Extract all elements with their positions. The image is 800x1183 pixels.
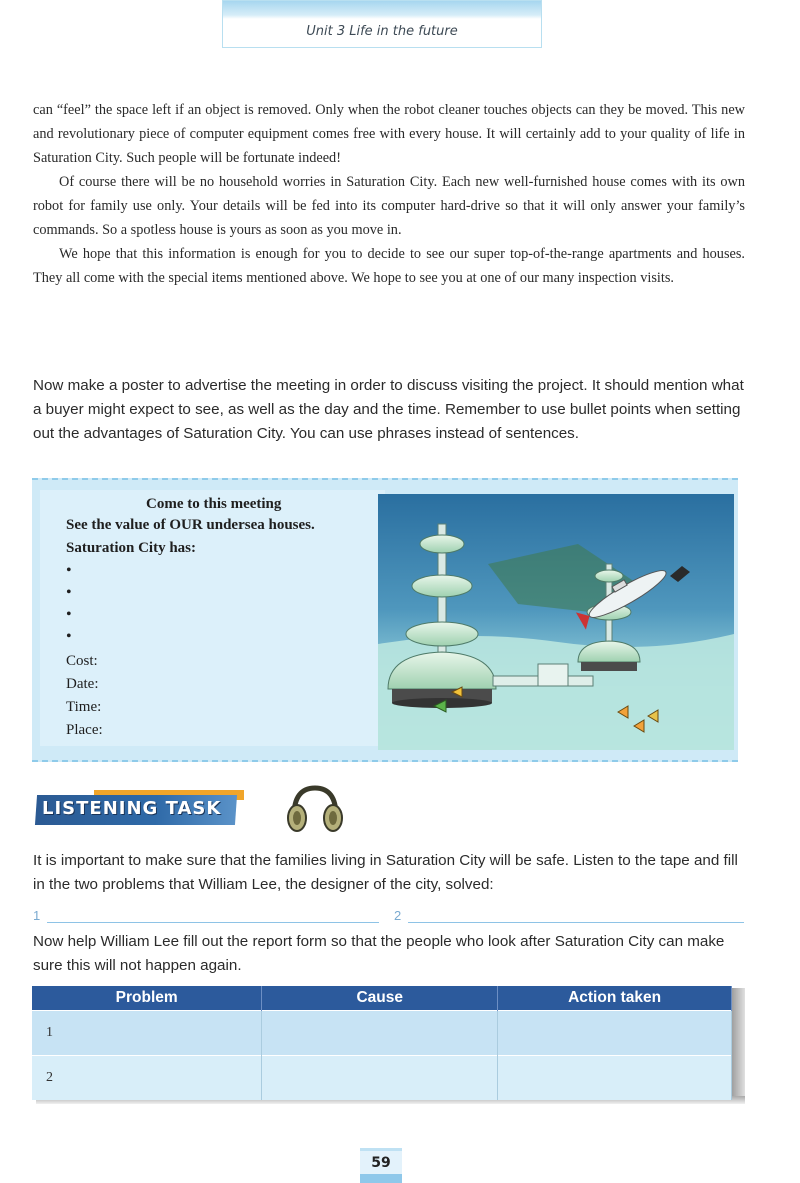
- blank-2-line[interactable]: [408, 922, 744, 923]
- poster-field-date: Date:: [66, 676, 99, 692]
- listening-instruction: It is important to make sure that the families living in Saturation City will be safe. Listen to the tape and fill in the two problems that William Lee, the designer of the city, solved:: [33, 852, 738, 893]
- row-1-cause[interactable]: [262, 1011, 498, 1056]
- poster-bullet: •: [66, 562, 72, 579]
- table-shadow-right: [731, 988, 745, 1100]
- table-row: [32, 1056, 732, 1101]
- poster-field-cost: Cost:: [66, 653, 98, 669]
- header-cause: Cause: [262, 986, 498, 1011]
- poster-field-place: Place:: [66, 722, 103, 738]
- poster-field-time: Time:: [66, 699, 102, 715]
- listening-task-badge: [32, 790, 246, 830]
- row-1-action[interactable]: [498, 1011, 732, 1056]
- header-problem: Problem: [32, 986, 262, 1011]
- poster-line-1: See the value of OUR undersea houses.: [66, 517, 315, 533]
- unit-title: Unit 3 Life in the future: [306, 24, 458, 39]
- header-action-taken: Action taken: [498, 986, 732, 1011]
- poster-line-2: Saturation City has:: [66, 540, 197, 556]
- unit-header: [222, 0, 542, 48]
- row-2-problem[interactable]: 2: [32, 1056, 262, 1101]
- table-row: [32, 1011, 732, 1056]
- reading-paragraph-1: can “feel” the space left if an object is removed. Only when the robot cleaner touches objects can they be moved. This new and revolutionary piece of computer equipment comes free with every house. It will certainly add to your quality of life in Saturation City. Such people will be fortunate indeed!: [33, 102, 745, 166]
- reading-passage: [33, 98, 745, 290]
- poster-instruction: Now make a poster to advertise the meeting in order to discuss visiting the project. It should mention what a buyer might expect to see, as well as the day and the time. Remember to use bullet points when setting out the advantages of Saturation City. You can use phrases instead of sentences.: [33, 377, 744, 442]
- reading-paragraph-2: Of course there will be no household worries in Saturation City. Each new well-furnished house comes with its own robot for family use only. Your details will be fed into its computer hard-drive so that it will only answer your family’s commands. So a spotless house is yours as soon as you move in.: [33, 174, 745, 238]
- answer-blanks: [33, 908, 745, 928]
- headphones-icon: [284, 782, 346, 834]
- poster-bullet: •: [66, 584, 72, 601]
- report-instruction: Now help William Lee fill out the report form so that the people who look after Saturation City can make sure this will not happen again.: [33, 933, 725, 974]
- undersea-city-illustration: [378, 494, 734, 750]
- blank-1-line[interactable]: [47, 922, 379, 923]
- badge-label: LISTENING TASK: [42, 798, 222, 819]
- blank-1-label: 1: [33, 908, 41, 923]
- poster-bullet: •: [66, 606, 72, 623]
- poster-bullet: •: [66, 628, 72, 645]
- poster-title: Come to this meeting: [146, 496, 282, 512]
- page-number-bar: [360, 1174, 402, 1183]
- blank-2-label: 2: [394, 908, 402, 923]
- table-header-row: [32, 986, 732, 1011]
- row-2-action[interactable]: [498, 1056, 732, 1101]
- row-1-problem[interactable]: 1: [32, 1011, 262, 1056]
- reading-paragraph-3: We hope that this information is enough for you to decide to see our super top-of-the-range apartments and houses. They all come with the special items mentioned above. We hope to see you at one of our many inspection visits.: [33, 246, 745, 286]
- row-2-cause[interactable]: [262, 1056, 498, 1101]
- page-number: 59: [360, 1148, 402, 1175]
- report-form-table: [32, 986, 732, 1100]
